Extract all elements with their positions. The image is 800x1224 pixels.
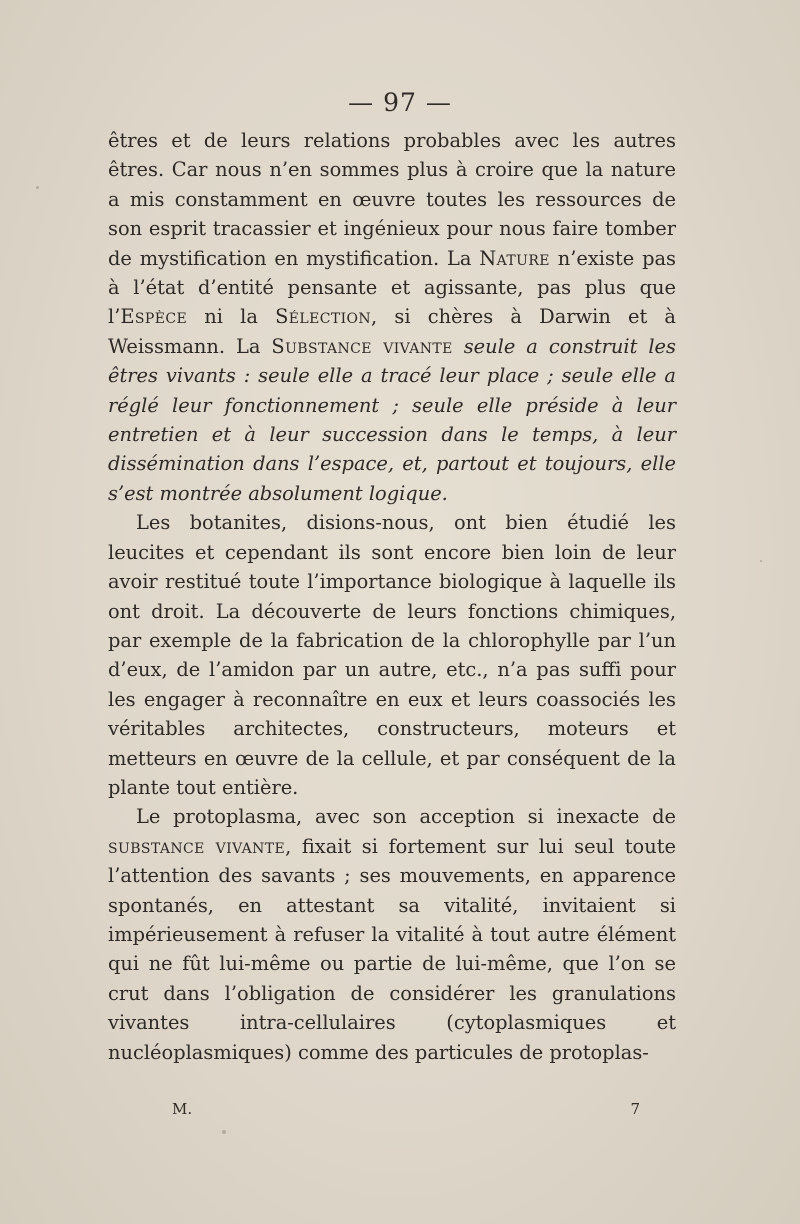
small-caps-term: substance vivante [108, 834, 286, 858]
small-caps-term: Substance vivante [271, 334, 453, 358]
paragraph-protoplasma [108, 802, 676, 1067]
paper-speck [760, 560, 762, 562]
paper-speck [222, 1130, 226, 1134]
signature-mark: M. [172, 1100, 193, 1118]
text-run: , si chères à Darwin et à Weissmann. La [108, 305, 676, 358]
paragraph-continuation [108, 126, 676, 508]
text-run: n’existe pas à l’état d’entité pensante et agissante, pas plus que l’ [108, 246, 676, 329]
page-footer [172, 1100, 640, 1118]
paragraph-botanites: Les botanites, disions-nous, ont bien étudié les leucites et cependant ils sont encore bien loin de leur avoir restitué toute l’importance biologique à laquelle ils ont droit. La découverte de leurs fonctions chimiques, par exemple de la fabrication de la chlorophylle par l’un d’eux, de l’amidon par un autre, etc., n’a pas suffi pour les engager à reconnaître en eux et leurs coassociés les véritables architectes, constructeurs, moteurs et metteurs en œuvre de la cellule, et par conséquent de la plante tout entière. [108, 511, 676, 799]
text-run [453, 335, 464, 358]
page-number-header: — 97 — [348, 88, 452, 117]
text-run: êtres et de leurs relations probables avec les autres êtres. Car nous n’en sommes plus à croire que la nature a mis constamment en œuvre toutes les ressources de son esprit tracassier et ingénieux pour nous faire tomber de mystification en mystification. La [108, 129, 676, 270]
small-caps-term: Nature [479, 246, 550, 270]
sheet-number: 7 [630, 1100, 640, 1118]
text-run: , fixait si fortement sur lui seul toute l’attention des savants ; ses mouvements, en apparence spontanés, en attestant sa vitalité, invitaient si impérieusement à refuser la vitalité à tout autre élément qui ne fût lui-même ou partie de lui-même, que l’on se crut dans l’obligation de considérer les granulations vivantes intra-cellulaires (cytoplasmiques et nucléoplasmiques) comme des particules de protoplas- [108, 834, 676, 1064]
small-caps-term: Sélection [275, 305, 372, 329]
italic-passage: seule a construit les êtres vivants : seule elle a tracé leur place ; seule elle a réglé leur fonctionnement ; seule elle préside à leur entretien et à leur succession dans le temps, à leur dissémination dans l’espace, et, partout et toujours, elle s’est montrée absolument logique. [108, 334, 676, 505]
small-caps-term: Espèce [120, 305, 188, 329]
text-run: Le protoplasma, avec son acception si inexacte de [136, 805, 676, 829]
page-body [108, 126, 676, 1067]
text-run: ni la [187, 305, 276, 329]
paper-speck [36, 186, 39, 189]
